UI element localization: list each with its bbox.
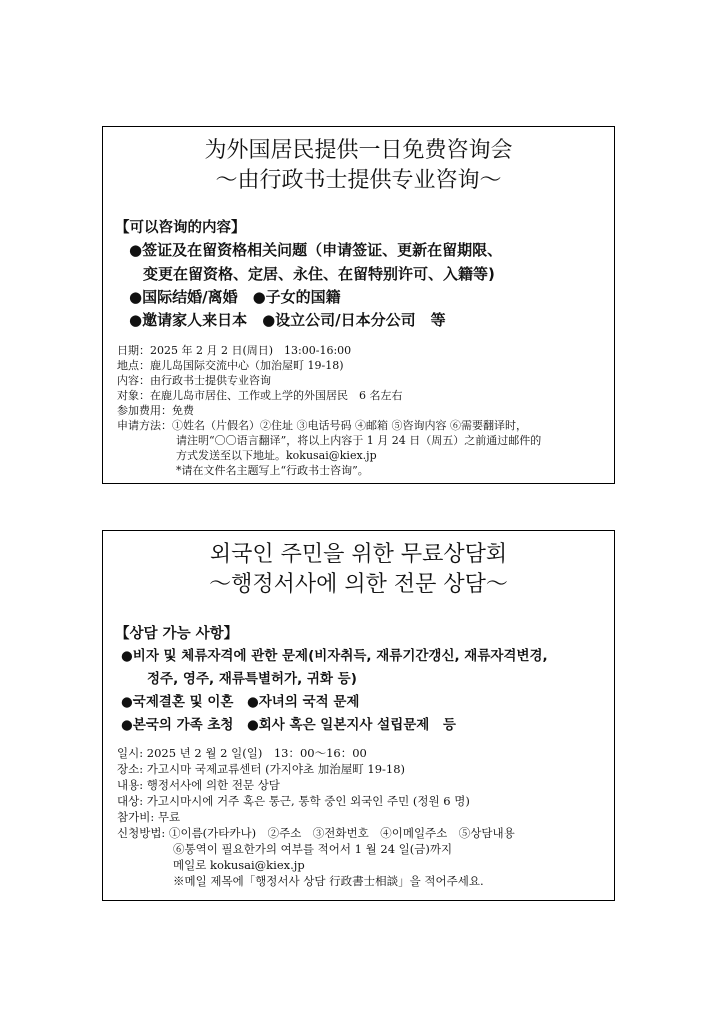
chinese-topic-item: 变更在留资格、定居、永住、在留特别许可、入籍等): [143, 265, 495, 283]
korean-fee: 참가비: 무료: [117, 810, 181, 824]
korean-content: 내용: 행정서사에 의한 전문 상담: [117, 778, 280, 792]
chinese-application-cont: 请注明“〇〇语言翻译”，将以上内容于 1 月 24 日（周五）之前通过邮件的: [176, 434, 542, 447]
korean-notice-box: [102, 530, 615, 901]
korean-topic-item: ●본국의 가족 초청 ●회사 혹은 일본지사 설립문제 등: [121, 717, 456, 733]
chinese-target: 对象：在鹿儿岛市居住、工作或上学的外国居民 6 名左右: [117, 389, 403, 402]
korean-application-cont: ⑥통역이 필요한가의 여부를 적어서 1 월 24 일(금)까지: [173, 842, 453, 856]
chinese-application: 申请方法：①姓名（片假名）②住址 ③电话号码 ④邮箱 ⑤咨询内容 ⑥需要翻译时，: [117, 419, 527, 432]
chinese-venue: 地点：鹿儿岛国际交流中心（加治屋町 19-18): [117, 359, 344, 372]
korean-application: 신청방법: ①이름(가타카나) ②주소 ③전화번호 ④이메일주소 ⑤상담내용: [117, 826, 515, 840]
chinese-subtitle: ～由行政书士提供专业咨询～: [215, 168, 502, 193]
korean-venue: 장소: 가고시마 국제교류센터 (가지야초 加治屋町 19-18): [117, 762, 406, 776]
chinese-topic-item: ●邀请家人来日本 ●设立公司/日本分公司 等: [129, 311, 446, 329]
korean-date: 일시: 2025 년 2 월 2 일(일) 13：00～16：00: [117, 746, 367, 760]
korean-topics-heading: 【상담 가능 사항】: [115, 626, 239, 642]
chinese-topics-heading: 【可以咨询的内容】: [115, 220, 246, 236]
chinese-content: 内容：由行政书士提供专业咨询: [117, 374, 271, 387]
korean-topic-item: 정주, 영주, 재류특별허가, 귀화 등): [147, 671, 357, 687]
chinese-application-note: *请在文件名主题写上“行政书士咨询”。: [176, 464, 369, 477]
korean-topic-item: ●비자 및 체류자격에 관한 문제(비자취득, 재류기간갱신, 재류자격변경,: [121, 648, 548, 664]
chinese-notice-box: [102, 126, 615, 484]
korean-title: 외국인 주민을 위한 무료상담회: [209, 542, 508, 567]
korean-application-email: 메일로 kokusai@kiex.jp: [173, 858, 305, 872]
chinese-topic-item: ●签证及在留资格相关问题（申请签证、更新在留期限、: [129, 241, 503, 259]
chinese-fee: 参加费用：免费: [117, 404, 194, 417]
korean-application-note: ※메일 제목에「행정서사 상담 行政書士相談」을 적어주세요.: [173, 874, 484, 888]
korean-target: 대상: 가고시마시에 거주 혹은 통근, 통학 중인 외국인 주민 (정원 6 명): [117, 794, 470, 808]
korean-topic-item: ●국제결혼 및 이혼 ●자녀의 국적 문제: [121, 694, 360, 710]
chinese-title: 为外国居民提供一日免费咨询会: [204, 138, 513, 163]
korean-subtitle: ～행정서사에 의한 전문 상담～: [209, 572, 508, 597]
chinese-date: 日期：2025 年 2 月 2 日(周日) 13:00-16:00: [117, 344, 352, 357]
chinese-topic-item: ●国际结婚/离婚 ●子女的国籍: [129, 288, 341, 306]
chinese-application-email: 方式发送至以下地址。kokusai@kiex.jp: [176, 449, 377, 462]
